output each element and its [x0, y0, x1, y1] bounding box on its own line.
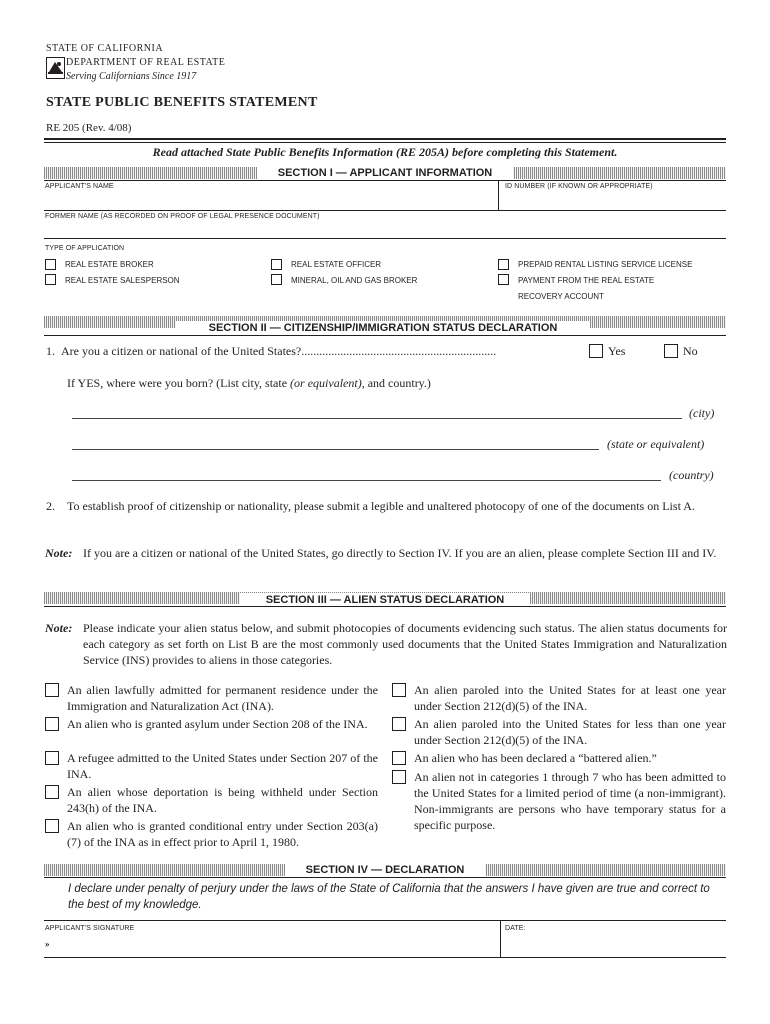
broker-checkbox[interactable]	[45, 259, 56, 270]
former-name-label: FORMER NAME (AS RECORDED ON PROOF OF LEGAL PRESENCE DOCUMENT)	[45, 213, 320, 220]
question-2-number: 2.	[46, 499, 55, 513]
date-field[interactable]	[501, 920, 726, 957]
section2-note: If you are a citizen or national of the United States, go directly to Section IV. If you are an alien, please complete Section III and IV.	[83, 546, 717, 560]
section2-title: SECTION II — CITIZENSHIP/IMMIGRATION STATUS DECLARATION	[176, 321, 590, 337]
former-name-field[interactable]	[44, 210, 726, 238]
citizen-yes-label: Yes	[608, 344, 626, 358]
permanent-resident-checkbox[interactable]	[45, 683, 59, 697]
paroled-less-year-label: An alien paroled into the United States for less than one year under Section 212(d)(5) of the INA.	[414, 717, 726, 747]
logo-text: DRE	[51, 73, 60, 78]
question-1: 1. Are you a citizen or national of the United States?.................................................................	[46, 344, 497, 358]
signature-label: APPLICANT'S SIGNATURE	[45, 925, 135, 932]
question-2: To establish proof of citizenship or nationality, please submit a legible and unaltered photocopy of one of the documents on List A.	[67, 499, 695, 513]
battered-alien-label: An alien who has been declared a “battered alien.”	[414, 751, 657, 765]
salesperson-option-label: REAL ESTATE SALESPERSON	[65, 276, 180, 285]
section1-title: SECTION I — APPLICANT INFORMATION	[257, 166, 513, 180]
section3-title: SECTION III — ALIEN STATUS DECLARATION	[240, 593, 530, 607]
department-name: DEPARTMENT OF REAL ESTATE	[66, 57, 226, 68]
country-label: (country)	[669, 468, 714, 482]
asylum-checkbox[interactable]	[45, 717, 59, 731]
signature-field[interactable]	[44, 920, 500, 957]
agency-header	[46, 43, 163, 55]
recovery-account-option-label-2: RECOVERY ACCOUNT	[518, 292, 604, 301]
row-rule	[44, 238, 726, 239]
mineral-oil-gas-checkbox[interactable]	[271, 274, 282, 285]
section2-rule	[44, 335, 726, 336]
section3-note: Please indicate your alien status below, and submit photocopies of documents evidencing such status. The alien status documents for each category as set forth on List B are the most commonly used documents that the United States Immigration and Naturalization Service (INS) provides to aliens in those categories.	[83, 621, 727, 667]
permanent-resident-label: An alien lawfully admitted for permanent residence under the Immigration and Naturalization Act (INA).	[67, 683, 378, 713]
signature-bottom-rule	[44, 957, 726, 958]
applicant-name-field[interactable]	[44, 180, 498, 210]
section3-rule	[44, 606, 726, 607]
state-label: (state or equivalent)	[607, 437, 705, 451]
recovery-account-checkbox[interactable]	[498, 274, 509, 285]
deportation-withheld-label: An alien whose deportation is being withheld under Section 243(h) of the INA.	[67, 785, 378, 815]
refugee-checkbox[interactable]	[45, 751, 59, 765]
form-title: STATE PUBLIC BENEFITS STATEMENT	[46, 95, 318, 110]
state-line[interactable]	[72, 449, 599, 450]
section3-note-label: Note:	[45, 621, 73, 635]
prepaid-rental-checkbox[interactable]	[498, 259, 509, 270]
recovery-account-option-label: PAYMENT FROM THE REAL ESTATE	[518, 276, 655, 285]
non-immigrant-label: An alien not in categories 1 through 7 who has been admitted to the United States for a limited period of time (a non-immigrant). Non-immigrants are persons who have temporary status for a specific purpose.	[414, 770, 726, 832]
officer-checkbox[interactable]	[271, 259, 282, 270]
form-number: RE 205 (Rev. 4/08)	[46, 122, 132, 134]
agency-tagline: Serving Californians Since 1917	[66, 71, 197, 82]
paroled-one-year-checkbox[interactable]	[392, 683, 406, 697]
country-line[interactable]	[72, 480, 661, 481]
asylum-label: An alien who is granted asylum under Section 208 of the INA.	[67, 717, 368, 731]
conditional-entry-checkbox[interactable]	[45, 819, 59, 833]
header-rule-top	[44, 138, 726, 140]
id-number-field[interactable]	[499, 180, 726, 210]
applicant-name-label: APPLICANT'S NAME	[45, 183, 114, 190]
city-line[interactable]	[72, 418, 682, 419]
declaration-text: I declare under penalty of perjury under the laws of the State of California that the answers I have given are true and correct to the best of my knowledge.	[68, 883, 710, 911]
citizen-no-label: No	[683, 344, 698, 358]
dre-logo	[46, 57, 65, 79]
refugee-label: A refugee admitted to the United States under Section 207 of the INA.	[67, 751, 378, 781]
section2-note-label: Note:	[45, 546, 73, 560]
birthplace-prompt: If YES, where were you born? (List city, state (or equivalent), and country.)	[67, 376, 431, 390]
battered-alien-checkbox[interactable]	[392, 751, 406, 765]
mineral-oil-gas-option-label: MINERAL, OIL AND GAS BROKER	[291, 276, 418, 285]
paroled-one-year-label: An alien paroled into the United States for at least one year under Section 212(d)(5) of the INA.	[414, 683, 726, 713]
conditional-entry-label: An alien who is granted conditional entry under Section 203(a)(7) of the INA as in effect prior to April 1, 1980.	[67, 819, 378, 849]
instruction-text: Read attached State Public Benefits Information (RE 205A) before completing this Statement.	[152, 145, 618, 159]
deportation-withheld-checkbox[interactable]	[45, 785, 59, 799]
broker-option-label: REAL ESTATE BROKER	[65, 260, 154, 269]
section4-title: SECTION IV — DECLARATION	[285, 863, 485, 877]
application-type-label: TYPE OF APPLICATION	[45, 245, 125, 252]
signature-arrow: »	[45, 939, 50, 949]
salesperson-checkbox[interactable]	[45, 274, 56, 285]
citizen-no-checkbox[interactable]	[664, 344, 678, 358]
id-number-label: ID NUMBER (IF KNOWN OR APPROPRIATE)	[505, 183, 653, 190]
header-rule-bottom	[44, 142, 726, 143]
prepaid-rental-option-label: PREPAID RENTAL LISTING SERVICE LICENSE	[518, 260, 693, 269]
city-label: (city)	[689, 406, 715, 420]
section4-rule	[44, 877, 726, 878]
non-immigrant-checkbox[interactable]	[392, 770, 406, 784]
paroled-less-year-checkbox[interactable]	[392, 717, 406, 731]
citizen-yes-checkbox[interactable]	[589, 344, 603, 358]
state-name: STATE OF CALIFORNIA	[46, 43, 164, 54]
date-label: DATE:	[505, 925, 526, 932]
officer-option-label: REAL ESTATE OFFICER	[291, 260, 382, 269]
